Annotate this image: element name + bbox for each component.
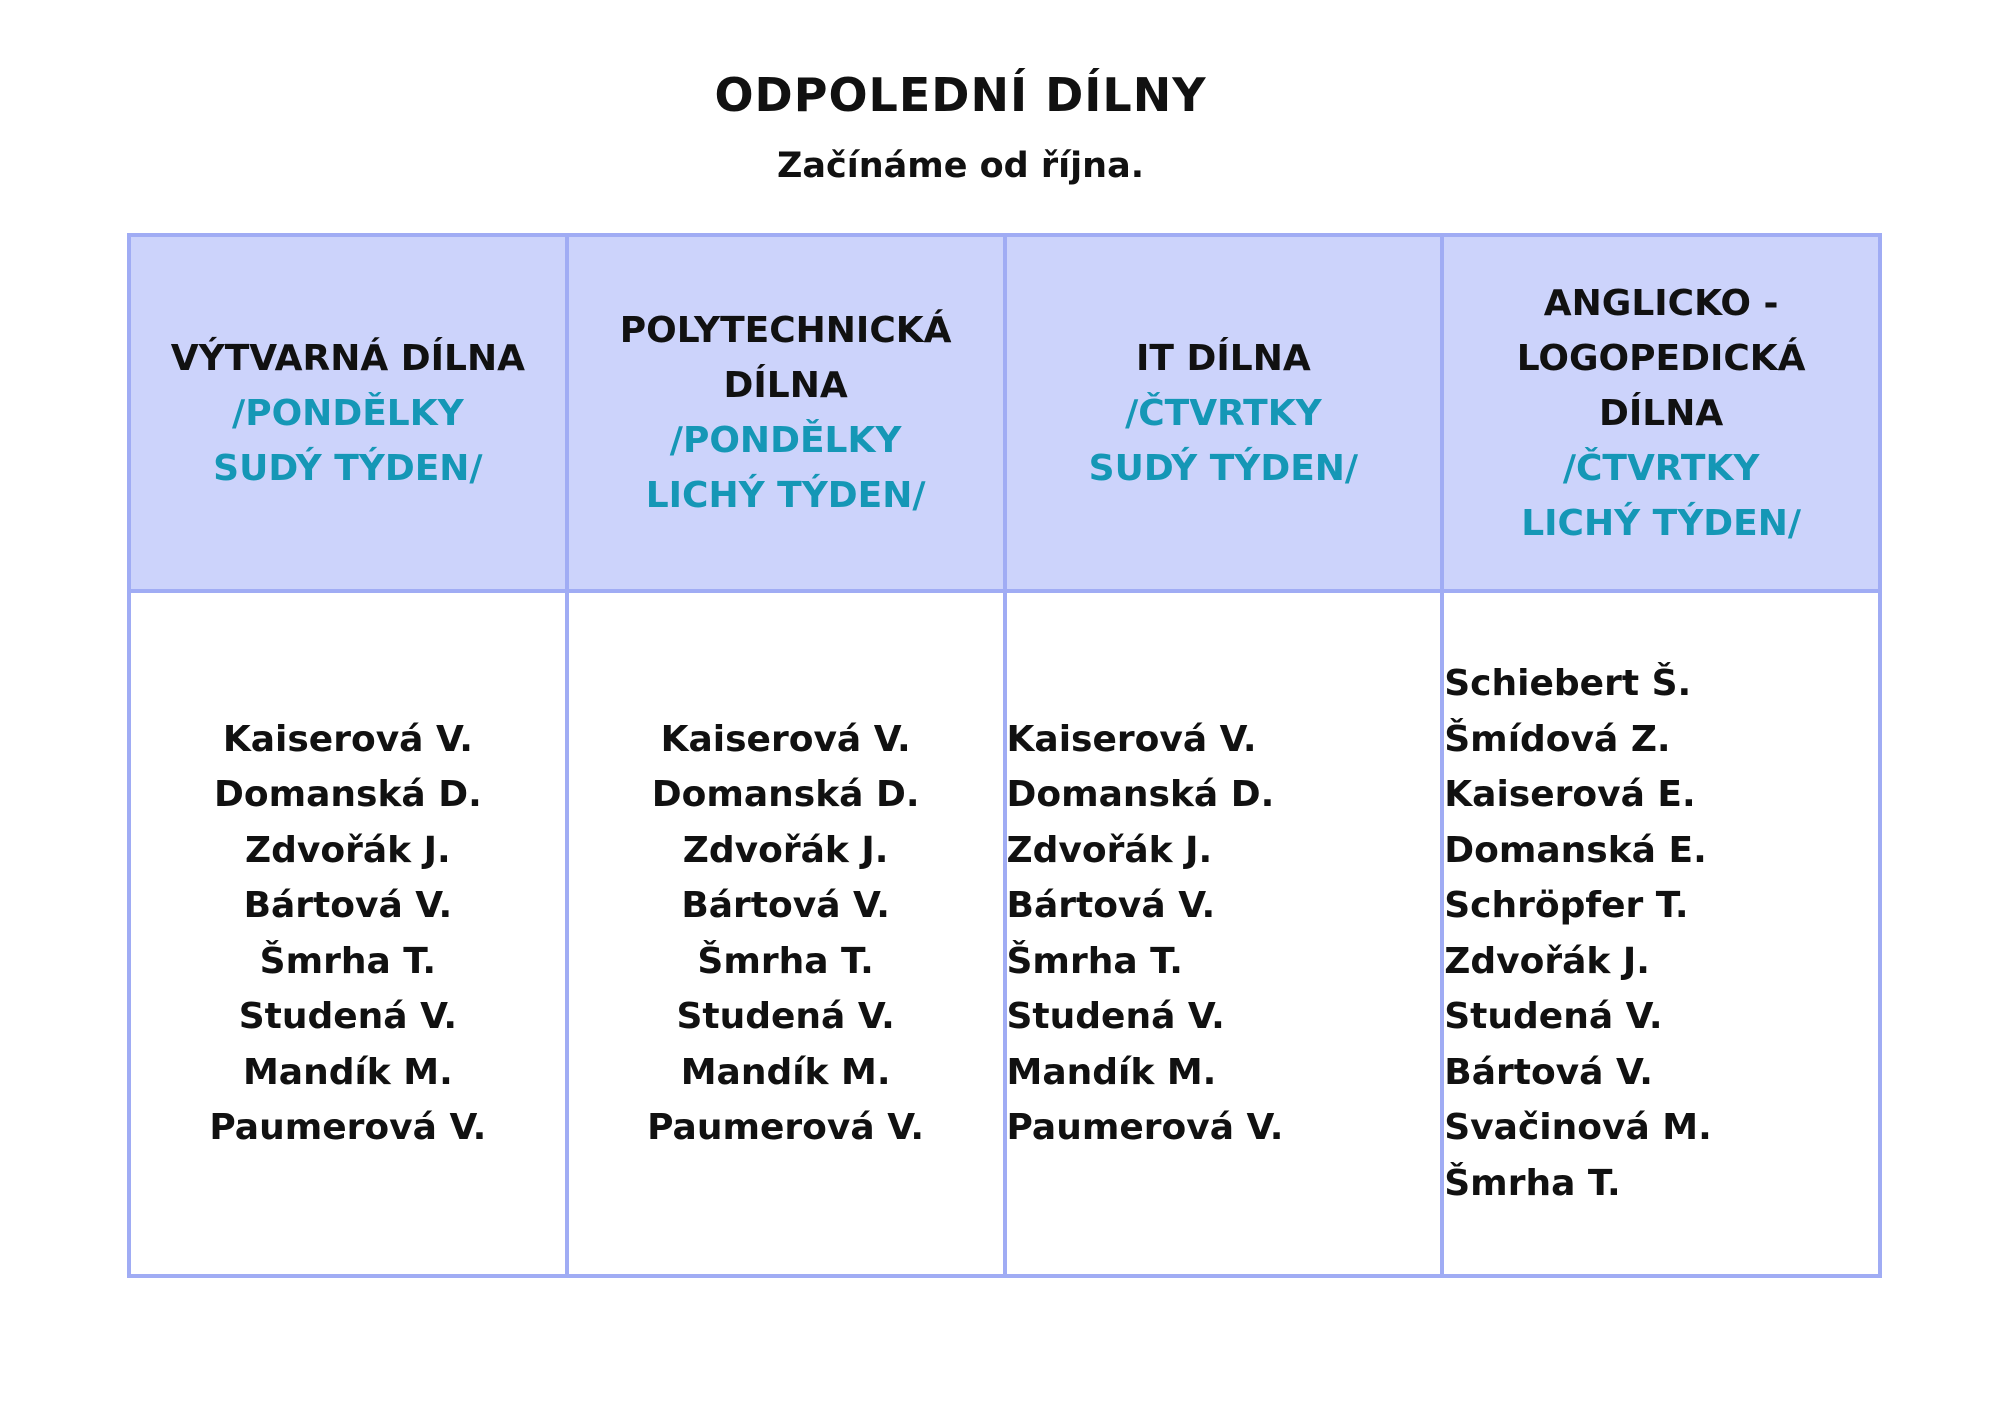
page-subtitle: Začínáme od října. [776, 146, 1145, 186]
workshop-header-it [1005, 235, 1443, 591]
participants-it [1005, 591, 1443, 1276]
workshop-header-polytechnicka [567, 235, 1005, 591]
participant-name: Šmrha T. [1006, 940, 1183, 982]
workshop-header-anglicko-logopedicka [1442, 235, 1880, 591]
participant-name: Domanská D. [1006, 774, 1275, 815]
participant-name: Bártová V. [1444, 1051, 1653, 1093]
workshops-participants-row [129, 591, 1880, 1276]
workshop-name-line: LOGOPEDICKÁ [1516, 337, 1806, 379]
workshops-table [127, 233, 1882, 1278]
page-title: ODPOLEDNÍ DÍLNY [714, 68, 1207, 122]
participant-name: Šmrha T. [1444, 1162, 1621, 1204]
participants-polytechnicka [567, 591, 1005, 1276]
participant-name: Kaiserová V. [1006, 718, 1257, 760]
workshop-schedule-line: SUDÝ TÝDEN/ [213, 447, 483, 489]
participant-name: Paumerová V. [647, 1107, 925, 1148]
workshop-name-line: IT DÍLNA [1136, 337, 1311, 379]
workshop-name-line: ANGLICKO - [1543, 282, 1779, 324]
participant-name: Kaiserová V. [660, 718, 911, 760]
participant-name: Mandík M. [1006, 1051, 1217, 1093]
participant-name: Kaiserová V. [222, 718, 473, 760]
participant-name: Zdvořák J. [1006, 829, 1213, 871]
workshop-name-line: VÝTVARNÁ DÍLNA [170, 337, 525, 379]
participant-name: Mandík M. [680, 1051, 891, 1093]
participant-name: Studená V. [1006, 996, 1225, 1037]
workshop-name-line: POLYTECHNICKÁ [619, 310, 952, 351]
workshop-schedule-line: LICHÝ TÝDEN/ [645, 475, 926, 516]
workshop-name-line: DÍLNA [723, 365, 848, 406]
workshop-schedule-line: LICHÝ TÝDEN/ [1521, 502, 1802, 544]
participant-name: Paumerová V. [1006, 1107, 1284, 1148]
participant-name: Domanská E. [1444, 829, 1707, 871]
participant-name: Paumerová V. [209, 1107, 487, 1148]
workshop-schedule-line: /ČTVRTKY [1125, 392, 1322, 434]
workshop-schedule-line: /PONDĚLKY [232, 392, 464, 434]
participants-anglicko-logopedicka [1442, 591, 1880, 1276]
workshop-header-vytvarna [129, 235, 567, 591]
workshop-name-line: DÍLNA [1599, 392, 1724, 434]
participant-name: Domanská D. [651, 774, 920, 815]
participant-name: Studená V. [1444, 996, 1663, 1037]
participant-name: Domanská D. [213, 774, 482, 815]
participant-name: Bártová V. [243, 885, 453, 926]
participant-name: Zdvořák J. [245, 829, 451, 871]
workshop-schedule-line: SUDÝ TÝDEN/ [1088, 447, 1359, 489]
workshop-schedule-line: /ČTVRTKY [1562, 447, 1760, 489]
workshops-header-row [129, 235, 1880, 591]
workshop-schedule-line: /PONDĚLKY [669, 420, 902, 461]
participant-name: Šmrha T. [697, 940, 874, 982]
participant-name: Svačinová M. [1444, 1107, 1712, 1148]
participant-name: Bártová V. [681, 885, 890, 926]
participant-name: Studená V. [676, 996, 895, 1037]
participant-name: Zdvořák J. [1444, 940, 1650, 982]
participant-name: Zdvořák J. [682, 829, 889, 871]
participant-name: Schiebert Š. [1444, 663, 1692, 704]
participant-name: Bártová V. [1006, 885, 1216, 926]
participant-name: Šmrha T. [259, 940, 437, 982]
participant-name: Schröpfer T. [1444, 885, 1689, 926]
participant-name: Šmídová Z. [1444, 718, 1671, 760]
participant-name: Studená V. [238, 996, 458, 1037]
participant-name: Kaiserová E. [1444, 774, 1696, 815]
participants-vytvarna [129, 591, 567, 1276]
participant-name: Mandík M. [242, 1051, 453, 1093]
